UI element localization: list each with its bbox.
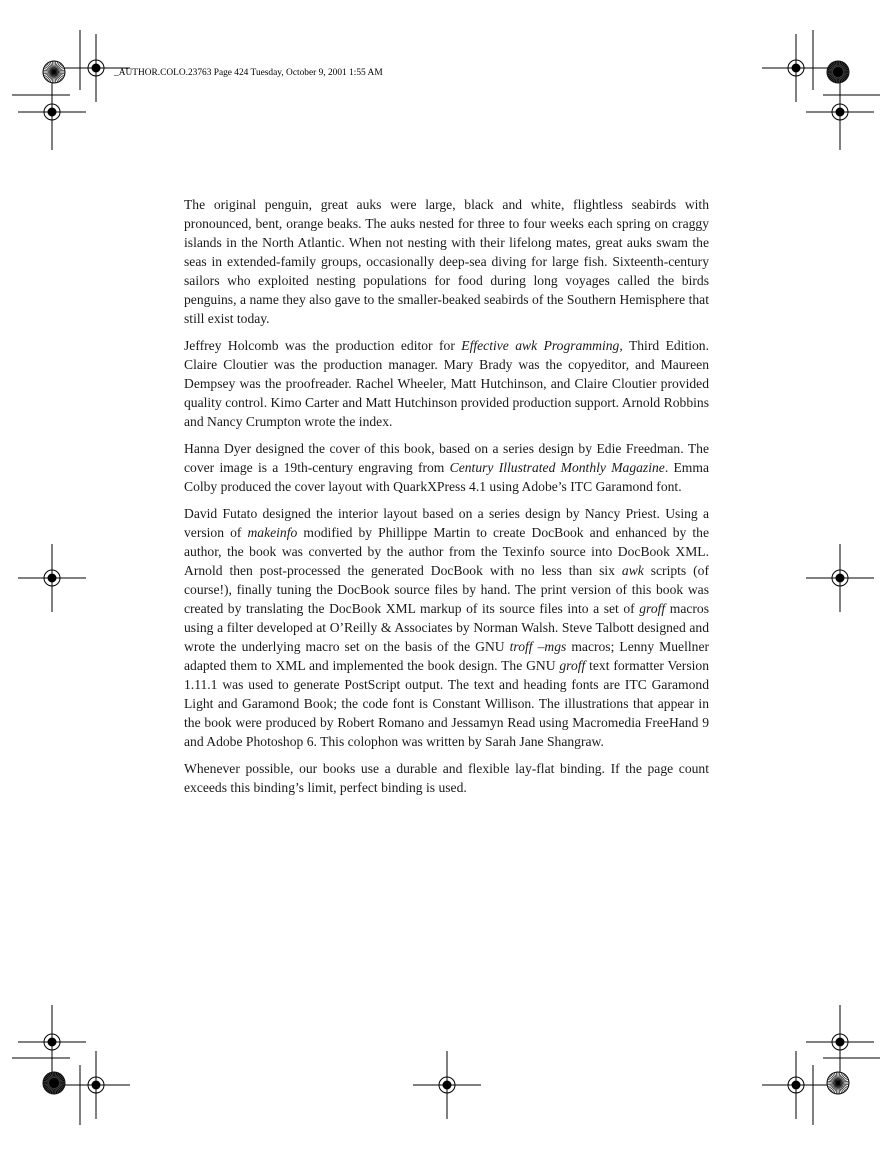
text-run: David Futato designed the interior layout based on a series design by Nancy Priest. Using a version of: [184, 506, 709, 540]
paragraph: [184, 759, 709, 797]
starburst-mark: [827, 1072, 849, 1094]
registration-target: [62, 1051, 130, 1119]
starburst-mark: [43, 1072, 65, 1094]
registration-target: [18, 1008, 86, 1076]
text-run: modified by Phillippe Martin to create DocBook and enhanced by the author, the book was converted by the author from the Texinfo source into DocBook XML. Arnold then post-processed the generated DocBook with no less than six: [184, 525, 709, 578]
italic-run: Effective awk Programming: [461, 338, 620, 353]
registration-target: [62, 34, 130, 102]
paragraph: [184, 336, 709, 431]
text-run: . Emma Colby produced the cover layout with QuarkXPress 4.1 using Adobe’s ITC Garamond font.: [184, 460, 709, 494]
registration-target: [806, 544, 874, 612]
starburst-mark: [827, 61, 849, 83]
text-run: text formatter Version 1.11.1 was used to generate PostScript output. The text and heading fonts are ITC Garamond Light and Garamond Book; the code font is Constant Willison. The illustrations that appear in the book were produced by Robert Romano and Jessamyn Read using Macromedia FreeHand 9 and Adobe Photoshop 6. This colophon was written by Sarah Jane Shangraw.: [184, 658, 709, 749]
registration-target: [806, 1008, 874, 1076]
text-run: Whenever possible, our books use a durable and flexible lay-flat binding. If the page count exceeds this binding’s limit, perfect binding is used.: [184, 761, 709, 795]
text-run: macros; Lenny Muellner adapted them to XML and implemented the book design. The GNU: [184, 639, 709, 673]
paragraph: [184, 439, 709, 496]
italic-run: groff: [559, 658, 586, 673]
colophon-body: [184, 195, 709, 805]
registration-target: [18, 78, 86, 146]
italic-run: groff: [639, 601, 666, 616]
text-run: , Third Edition. Claire Cloutier was the production manager. Mary Brady was the copyeditor, and Maureen Dempsey was the proofreader. Rachel Wheeler, Matt Hutchinson, and Claire Cloutier provided quality control. Kimo Carter and Matt Hutchinson provided production support. Arnold Robbins and Nancy Crumpton wrote the index.: [184, 338, 709, 429]
italic-run: awk: [621, 563, 644, 578]
registration-target: [762, 34, 830, 102]
text-run: Hanna Dyer designed the cover of this book, based on a series design by Edie Freedman. The cover image is a 19th-century engraving from: [184, 441, 709, 475]
registration-target: [413, 1051, 481, 1119]
italic-run: makeinfo: [247, 525, 298, 540]
italic-run: Century Illustrated Monthly Magazine: [449, 460, 665, 475]
paragraph: [184, 195, 709, 328]
registration-target: [806, 78, 874, 146]
print-slug: _AUTHOR.COLO.23763 Page 424 Tuesday, October 9, 2001 1:55 AM: [114, 68, 383, 78]
italic-run: troff –mgs: [509, 639, 567, 654]
text-run: macros using a filter developed at O’Reilly & Associates by Norman Walsh. Steve Talbott designed and wrote the underlying macro set on the basis of the GNU: [184, 601, 710, 654]
starburst-mark: [43, 61, 65, 83]
text-run: scripts (of course!), finally tuning the DocBook source files by hand. The print version of this book was created by translating the DocBook XML markup of its source files into a set of: [184, 563, 709, 616]
paragraph: [184, 504, 709, 751]
text-run: The original penguin, great auks were large, black and white, flightless seabirds with pronounced, bent, orange beaks. The auks nested for three to four weeks each spring on craggy islands in the North Atlantic. When not nesting with their lifelong mates, great auks swam the seas in extended-family groups, occasionally deep-sea diving for large fish. Sixteenth-century sailors who exploited nesting populations for food during long voyages called the birds penguins, a name they also gave to the smaller-beaked seabirds of the Southern Hemisphere that still exist today.: [184, 197, 709, 326]
registration-target: [18, 544, 86, 612]
text-run: Jeffrey Holcomb was the production editor for: [184, 338, 462, 353]
registration-target: [762, 1051, 830, 1119]
